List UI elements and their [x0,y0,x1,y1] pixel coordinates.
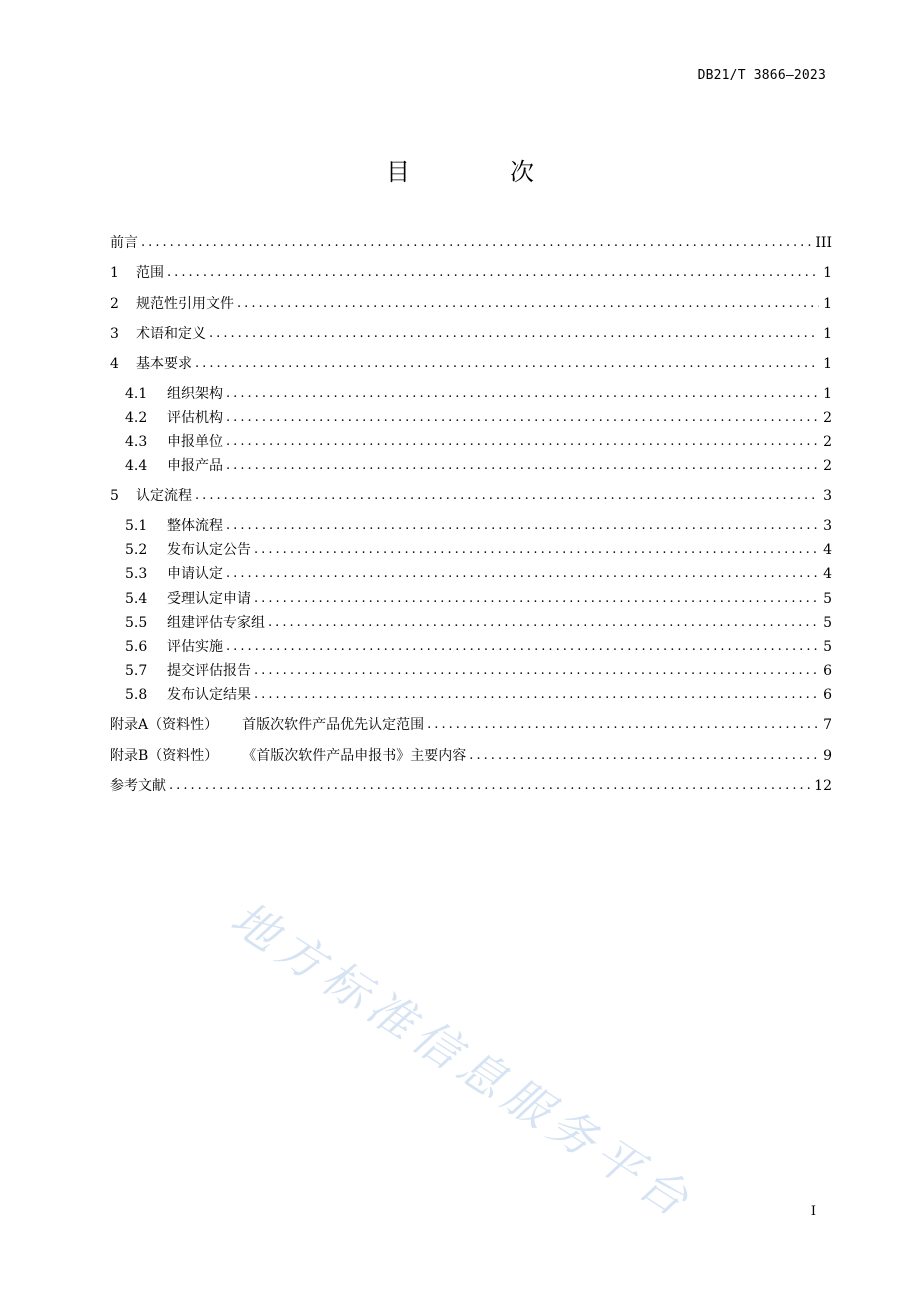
toc-entry-sublabel: 首版次软件产品优先认定范围 [242,717,425,733]
toc-entry-number: 1 [110,265,119,281]
toc-entry-number: 5.1 [125,518,148,534]
toc-entry[interactable] [125,661,832,681]
toc-entry-page: 5 [823,615,832,631]
toc-entry-label: 组建评估专家组 [167,615,265,631]
toc-entry-label: 前言 [110,235,138,251]
toc-entry-number: 5.5 [125,615,148,631]
toc-entry-label: 申报产品 [167,458,223,474]
toc-leader-dots [167,263,819,283]
toc-leader-dots [268,613,819,633]
toc-leader-dots [254,540,819,560]
toc-leader-dots [195,354,819,374]
toc-entry-label: 参考文献 [110,778,166,794]
toc-entry-number: 4 [110,356,119,372]
toc-leader-dots [169,776,811,796]
page-number: I [810,1204,816,1219]
toc-leader-dots [254,685,819,705]
toc-entry-number: 4.1 [125,386,148,402]
toc-entry-page: 3 [823,488,832,504]
toc-entry-number: 5.8 [125,687,148,703]
toc-leader-dots [226,564,819,584]
toc-entry-number: 5.7 [125,663,148,679]
toc-entry-number: 2 [110,296,119,312]
toc-entry-page: 4 [823,566,832,582]
toc-entry-label: 发布认定公告 [167,542,251,558]
toc-entry-number: 5.3 [125,566,148,582]
toc-entry[interactable] [110,294,832,314]
toc-leader-dots [226,637,819,657]
toc-entry[interactable] [125,432,832,452]
toc-entry-label: 规范性引用文件 [136,296,234,312]
toc-entry-page: 2 [823,434,832,450]
toc-entry-page: 2 [823,410,832,426]
toc-entry-number: 4.3 [125,434,148,450]
toc-entry-label: 整体流程 [167,518,223,534]
toc-leader-dots [226,432,819,452]
toc-entry[interactable] [125,540,832,560]
toc-entry[interactable] [125,516,832,536]
toc-entry-label: 基本要求 [136,356,192,372]
toc-leader-dots [209,324,819,344]
toc-entry-label: 评估机构 [167,410,223,426]
toc-entry-label: 发布认定结果 [167,687,251,703]
toc-entry-number: 4.4 [125,458,148,474]
toc-entry[interactable] [110,746,832,766]
toc-entry[interactable] [125,456,832,476]
toc-entry[interactable] [110,776,832,796]
toc-entry[interactable] [110,324,832,344]
toc-entry-label: 提交评估报告 [167,663,251,679]
toc-entry-page: 1 [823,356,832,372]
toc-entry[interactable] [125,384,832,404]
page-title: 目 次 [386,158,572,186]
toc-leader-dots [141,233,812,253]
toc-entry-label: 申报单位 [167,434,223,450]
toc-entry-sublabel: 《首版次软件产品申报书》主要内容 [242,748,467,764]
toc-entry-page: III [815,235,832,251]
toc-entry-page: 3 [823,518,832,534]
toc-entry[interactable] [125,637,832,657]
toc-entry-label: 评估实施 [167,639,223,655]
toc-entry-label: 范围 [136,265,164,281]
toc-entry-page: 1 [823,265,832,281]
toc-entry-label: 术语和定义 [136,326,206,342]
toc-entry-number: 5.2 [125,542,148,558]
toc-entry-page: 6 [823,663,832,679]
document-code: DB21/T 3866—2023 [697,68,826,83]
toc-entry-label: 组织架构 [167,386,223,402]
toc-entry-page: 1 [823,296,832,312]
toc-leader-dots [254,661,819,681]
toc-leader-dots [427,715,819,735]
toc-entry-label: 附录A（资料性） [110,717,219,733]
toc-entry-page: 6 [823,687,832,703]
toc-entry[interactable] [110,263,832,283]
toc-entry[interactable] [125,613,832,633]
toc-entry[interactable] [125,589,832,609]
toc-entry[interactable] [110,486,832,506]
toc-entry[interactable] [110,354,832,374]
toc-entry-page: 5 [823,639,832,655]
toc-leader-dots [226,408,819,428]
toc-entry-page: 12 [814,778,832,794]
toc-leader-dots [226,384,819,404]
toc-entry-label: 附录B（资料性） [110,748,219,764]
toc-entry-label: 认定流程 [136,488,192,504]
watermark: 地方标准信息服务平台 [221,890,704,1231]
toc-entry[interactable] [125,564,832,584]
toc-entry[interactable] [110,715,832,735]
toc-entry-page: 1 [823,386,832,402]
toc-entry-number: 4.2 [125,410,148,426]
toc-entry-page: 5 [823,591,832,607]
toc-entry-page: 9 [823,748,832,764]
toc-leader-dots [254,589,819,609]
toc-entry-page: 7 [823,717,832,733]
toc-leader-dots [469,746,819,766]
toc-leader-dots [226,456,819,476]
toc-entry-label: 受理认定申请 [167,591,251,607]
toc-entry[interactable] [125,408,832,428]
toc-entry-number: 5 [110,488,119,504]
toc-entry-page: 2 [823,458,832,474]
toc-entry-label: 申请认定 [167,566,223,582]
toc-leader-dots [195,486,819,506]
toc-entry[interactable] [110,233,832,253]
toc-entry-number: 5.6 [125,639,148,655]
toc-leader-dots [237,294,819,314]
toc-entry-number: 3 [110,326,119,342]
toc-entry[interactable] [125,685,832,705]
toc-entry-number: 5.4 [125,591,148,607]
toc-entry-page: 4 [823,542,832,558]
toc-entry-page: 1 [823,326,832,342]
toc-leader-dots [226,516,819,536]
